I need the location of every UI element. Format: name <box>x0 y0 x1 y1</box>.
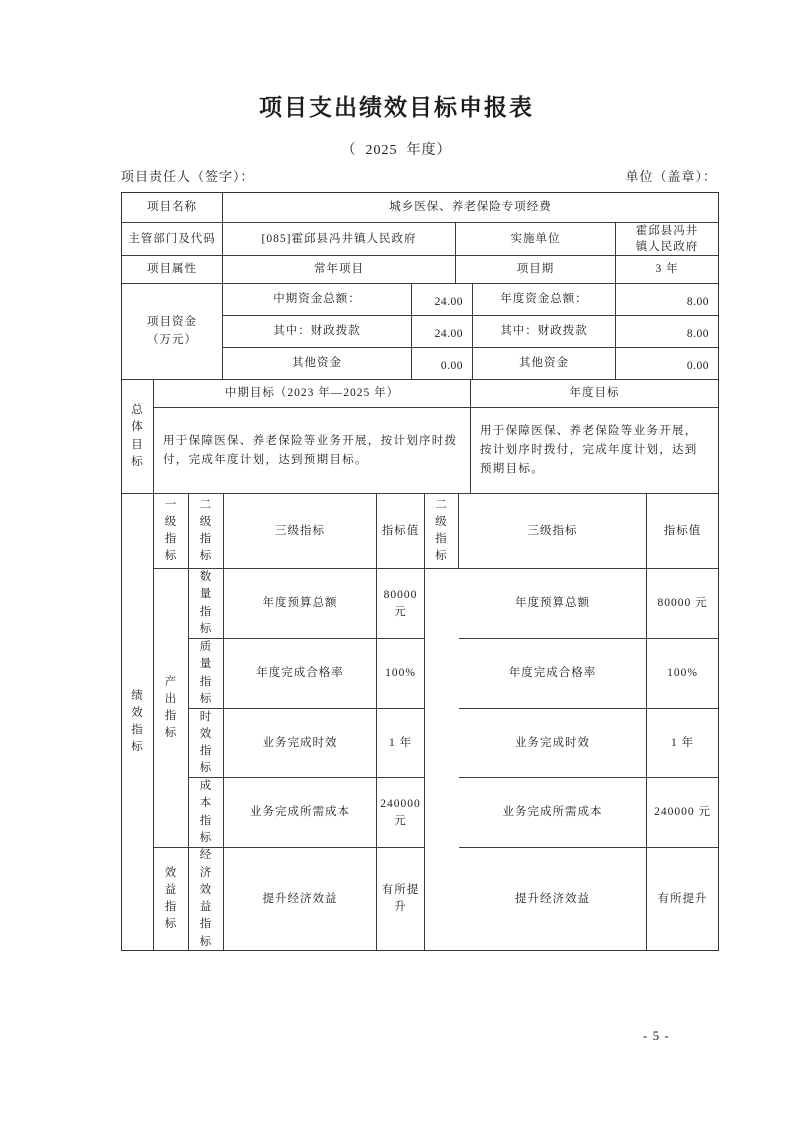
fund-label: 项目资金 （万元） <box>122 284 223 380</box>
row-cost-value: 240000元 <box>377 778 425 848</box>
group-output-label: 产出指标 <box>154 569 189 848</box>
row-time-level2: 时效指标 <box>189 709 224 778</box>
header-level1: 一级指标 <box>154 494 189 569</box>
year-line: （ 2025 年度） <box>341 143 452 158</box>
row-quantity-value-annual: 80000 元 <box>647 569 718 639</box>
signature-row <box>121 166 717 185</box>
mid-other-label: 其他资金 <box>223 348 412 380</box>
row-time-level3: 业务完成时效 <box>224 709 377 778</box>
row-quality-value-annual: 100% <box>647 639 718 709</box>
project-name-value: 城乡医保、养老保险专项经费 <box>223 193 718 223</box>
row-benefit-level3: 提升经济效益 <box>224 848 377 950</box>
dept-code-value: [085]霍邱县冯井镇人民政府 <box>223 223 456 256</box>
mid-total-value: 24.00 <box>412 284 473 316</box>
attribute-value: 常年项目 <box>223 256 456 284</box>
annual-fiscal-label: 其中：财政拨款 <box>473 316 616 348</box>
annual-goal-header: 年度目标 <box>471 380 718 408</box>
page-title: 项目支出绩效目标申报表 <box>259 94 534 120</box>
dept-code-label: 主管部门及代码 <box>122 223 223 256</box>
mid-other-value: 0.00 <box>412 348 473 380</box>
mid-fiscal-value: 24.00 <box>412 316 473 348</box>
row-time-value: 1 年 <box>377 709 425 778</box>
row-cost-value-annual: 240000 元 <box>647 778 718 848</box>
page-number: - 5 - <box>643 1028 670 1043</box>
impl-unit-label: 实施单位 <box>456 223 616 256</box>
mid-term-goal-header: 中期目标（2023 年—2025 年） <box>154 380 471 408</box>
mid-total-label: 中期资金总额： <box>223 284 412 316</box>
group-benefit-label: 效益指标 <box>154 848 189 950</box>
row-quality-level2: 质量指标 <box>189 639 224 709</box>
header-value: 指标值 <box>377 494 425 569</box>
annual-total-label: 年度资金总额： <box>473 284 616 316</box>
period-value: 3 年 <box>616 256 718 284</box>
row-benefit-value-annual: 有所提升 <box>657 892 708 905</box>
overall-goal-section <box>122 380 718 494</box>
row-quality-level3-annual: 年度完成合格率 <box>459 639 647 709</box>
responsible-person-label: 项目责任人（签字）： <box>121 169 255 184</box>
annual-total-value: 8.00 <box>616 284 718 316</box>
mid-fiscal-label: 其中：财政拨款 <box>223 316 412 348</box>
row-quantity-level2: 数量指标 <box>189 569 224 639</box>
period-label: 项目期 <box>456 256 616 284</box>
annual-other-label: 其他资金 <box>473 348 616 380</box>
project-info-section <box>122 193 718 380</box>
row-quality-level3: 年度完成合格率 <box>224 639 377 709</box>
unit-seal-label: 单位（盖章）： <box>625 169 717 184</box>
row-quantity-value: 80000元 <box>377 569 425 639</box>
header-level3: 三级指标 <box>224 494 377 569</box>
performance-section <box>122 494 718 950</box>
row-cost-level3: 业务完成所需成本 <box>224 778 377 848</box>
header-level3-annual: 三级指标 <box>459 494 647 569</box>
row-time-level3-annual: 业务完成时效 <box>459 709 647 778</box>
overall-goal-label: 总体目标 <box>122 380 154 494</box>
header-level2-annual: 二级指标 <box>425 494 459 569</box>
annual-goal-text: 用于保障医保、养老保险等业务开展，按计划序时拨付，完成年度计划，达到预期目标。 <box>471 408 718 494</box>
performance-label: 绩效指标 <box>122 494 154 950</box>
annual-fiscal-value: 8.00 <box>616 316 718 348</box>
project-name-label: 项目名称 <box>122 193 223 223</box>
row-time-value-annual: 1 年 <box>647 709 718 778</box>
row-cost-level3-annual: 业务完成所需成本 <box>459 778 647 848</box>
header-value-annual: 指标值 <box>647 494 718 569</box>
impl-unit-value: 霍邱县冯井镇人民政府 <box>616 223 718 256</box>
row-quantity-level3-annual: 年度预算总额 <box>459 569 647 639</box>
annual-other-value: 0.00 <box>616 348 718 380</box>
row-quality-value: 100% <box>377 639 425 709</box>
row-cost-level2: 成本指标 <box>189 778 224 848</box>
declaration-table <box>121 192 719 951</box>
row-benefit-value: 有所提升 <box>377 848 425 950</box>
row-benefit-level3-annual: 提升经济效益 <box>459 848 647 950</box>
row-quantity-level3: 年度预算总额 <box>224 569 377 639</box>
mid-term-goal-text: 用于保障医保、养老保险等业务开展，按计划序时拨付，完成年度计划，达到预期目标。 <box>154 408 471 494</box>
attribute-label: 项目属性 <box>122 256 223 284</box>
header-level2: 二级指标 <box>189 494 224 569</box>
row-benefit-level2: 经济效益指标 <box>189 848 224 950</box>
